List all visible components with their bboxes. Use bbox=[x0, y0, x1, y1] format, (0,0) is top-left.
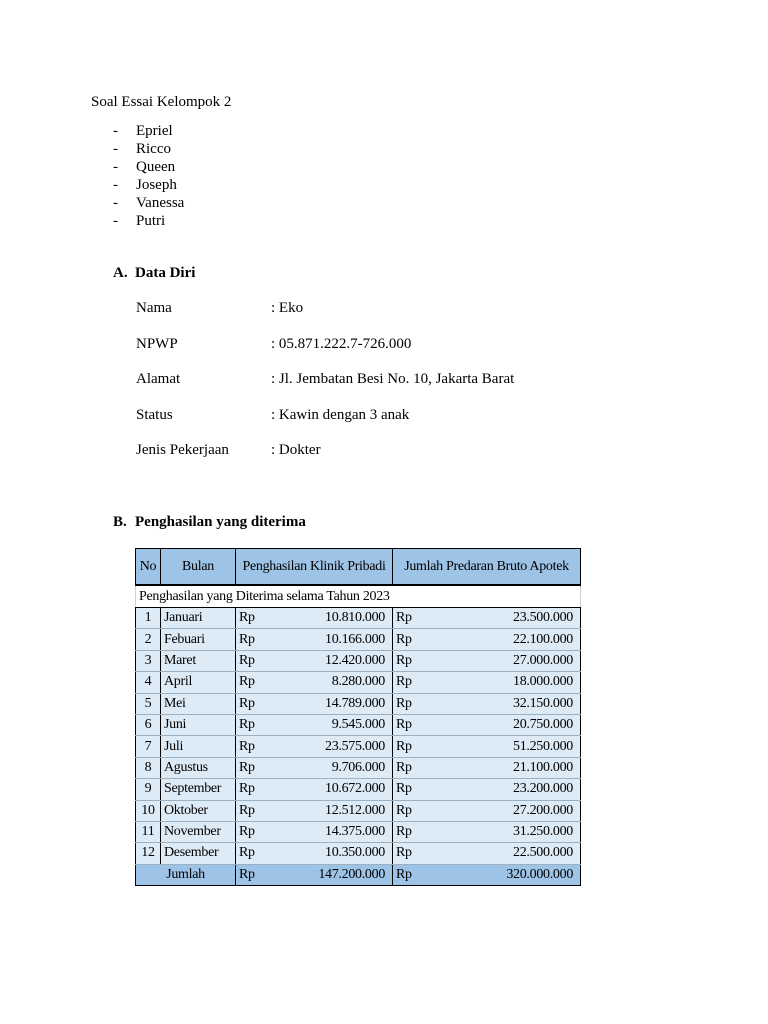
cell-apotek-currency: Rp bbox=[393, 608, 427, 629]
table-row bbox=[136, 714, 581, 735]
cell-klinik-currency: Rp bbox=[236, 672, 270, 693]
cell-klinik-currency: Rp bbox=[236, 693, 270, 714]
identity-label: NPWP bbox=[136, 336, 178, 352]
member-name: Putri bbox=[136, 213, 166, 229]
cell-klinik-amount: 9.545.000 bbox=[270, 714, 393, 735]
table-body bbox=[136, 608, 581, 865]
cell-apotek-amount: 23.500.000 bbox=[427, 608, 581, 629]
cell-bulan: September bbox=[161, 779, 236, 800]
section-b-heading bbox=[113, 514, 306, 531]
member-item bbox=[113, 122, 184, 140]
cell-apotek-currency: Rp bbox=[393, 800, 427, 821]
cell-no: 10 bbox=[136, 800, 161, 821]
cell-apotek-amount: 20.750.000 bbox=[427, 714, 581, 735]
income-table-wrapper bbox=[135, 548, 580, 886]
identity-label: Jenis Pekerjaan bbox=[136, 442, 229, 458]
cell-klinik-amount: 9.706.000 bbox=[270, 757, 393, 778]
identity-row-nama bbox=[136, 300, 303, 317]
section-title: Penghasilan yang diterima bbox=[135, 514, 306, 530]
cell-bulan: November bbox=[161, 821, 236, 842]
cell-no: 5 bbox=[136, 693, 161, 714]
cell-apotek-currency: Rp bbox=[393, 736, 427, 757]
cell-bulan: Febuari bbox=[161, 629, 236, 650]
cell-apotek-amount: 21.100.000 bbox=[427, 757, 581, 778]
bullet-dash: - bbox=[113, 141, 118, 157]
bullet-dash: - bbox=[113, 213, 118, 229]
cell-no: 12 bbox=[136, 843, 161, 864]
member-item bbox=[113, 176, 184, 194]
cell-apotek-currency: Rp bbox=[393, 650, 427, 671]
identity-label: Nama bbox=[136, 300, 172, 316]
table-row bbox=[136, 843, 581, 864]
cell-apotek-currency: Rp bbox=[393, 821, 427, 842]
bullet-dash: - bbox=[113, 123, 118, 139]
table-row bbox=[136, 779, 581, 800]
identity-value: : 05.871.222.7-726.000 bbox=[271, 336, 412, 352]
cell-apotek-amount: 22.100.000 bbox=[427, 629, 581, 650]
cell-bulan: Agustus bbox=[161, 757, 236, 778]
section-letter: B. bbox=[113, 514, 127, 530]
total-apotek-amount: 320.000.000 bbox=[427, 864, 581, 885]
cell-no: 9 bbox=[136, 779, 161, 800]
member-name: Vanessa bbox=[136, 195, 185, 211]
cell-apotek-amount: 27.200.000 bbox=[427, 800, 581, 821]
cell-klinik-amount: 10.810.000 bbox=[270, 608, 393, 629]
income-table bbox=[135, 548, 581, 886]
table-row bbox=[136, 672, 581, 693]
section-title: Data Diri bbox=[135, 265, 196, 281]
total-klinik-currency: Rp bbox=[236, 864, 270, 885]
cell-klinik-currency: Rp bbox=[236, 843, 270, 864]
cell-apotek-currency: Rp bbox=[393, 693, 427, 714]
total-klinik-amount: 147.200.000 bbox=[270, 864, 393, 885]
member-name: Queen bbox=[136, 159, 176, 175]
cell-bulan: Maret bbox=[161, 650, 236, 671]
cell-bulan: April bbox=[161, 672, 236, 693]
cell-klinik-amount: 10.672.000 bbox=[270, 779, 393, 800]
cell-no: 11 bbox=[136, 821, 161, 842]
member-name: Epriel bbox=[136, 123, 173, 139]
cell-bulan: Januari bbox=[161, 608, 236, 629]
cell-klinik-currency: Rp bbox=[236, 821, 270, 842]
cell-klinik-currency: Rp bbox=[236, 608, 270, 629]
identity-row-pekerjaan bbox=[136, 442, 321, 459]
cell-no: 1 bbox=[136, 608, 161, 629]
cell-apotek-currency: Rp bbox=[393, 714, 427, 735]
cell-klinik-amount: 23.575.000 bbox=[270, 736, 393, 757]
cell-no: 6 bbox=[136, 714, 161, 735]
member-name: Ricco bbox=[136, 141, 171, 157]
member-list bbox=[113, 122, 184, 230]
cell-klinik-amount: 8.280.000 bbox=[270, 672, 393, 693]
cell-no: 4 bbox=[136, 672, 161, 693]
table-caption: Penghasilan yang Diterima selama Tahun 2023 bbox=[136, 585, 581, 608]
header-klinik: Penghasilan Klinik Pribadi bbox=[236, 549, 393, 586]
identity-value: : Dokter bbox=[271, 442, 321, 458]
table-row bbox=[136, 821, 581, 842]
cell-klinik-amount: 10.166.000 bbox=[270, 629, 393, 650]
cell-bulan: Mei bbox=[161, 693, 236, 714]
bullet-dash: - bbox=[113, 159, 118, 175]
cell-no: 2 bbox=[136, 629, 161, 650]
cell-no: 7 bbox=[136, 736, 161, 757]
identity-row-npwp bbox=[136, 336, 411, 353]
identity-row-status bbox=[136, 407, 409, 424]
bullet-dash: - bbox=[113, 177, 118, 193]
cell-apotek-currency: Rp bbox=[393, 629, 427, 650]
cell-klinik-currency: Rp bbox=[236, 714, 270, 735]
cell-klinik-amount: 14.789.000 bbox=[270, 693, 393, 714]
member-item bbox=[113, 212, 184, 230]
cell-klinik-currency: Rp bbox=[236, 757, 270, 778]
cell-apotek-amount: 51.250.000 bbox=[427, 736, 581, 757]
cell-apotek-amount: 32.150.000 bbox=[427, 693, 581, 714]
cell-klinik-amount: 14.375.000 bbox=[270, 821, 393, 842]
cell-bulan: Oktober bbox=[161, 800, 236, 821]
identity-row-alamat bbox=[136, 371, 514, 388]
table-caption-row bbox=[136, 585, 581, 608]
cell-apotek-currency: Rp bbox=[393, 843, 427, 864]
identity-value: : Eko bbox=[271, 300, 304, 316]
identity-label: Status bbox=[136, 407, 173, 423]
identity-value: : Kawin dengan 3 anak bbox=[271, 407, 410, 423]
cell-klinik-currency: Rp bbox=[236, 800, 270, 821]
identity-value: : Jl. Jembatan Besi No. 10, Jakarta Barat bbox=[271, 371, 515, 387]
member-name: Joseph bbox=[136, 177, 177, 193]
cell-apotek-amount: 22.500.000 bbox=[427, 843, 581, 864]
cell-apotek-amount: 31.250.000 bbox=[427, 821, 581, 842]
header-apotek: Jumlah Predaran Bruto Apotek bbox=[393, 549, 581, 586]
cell-apotek-amount: 23.200.000 bbox=[427, 779, 581, 800]
member-item bbox=[113, 194, 184, 212]
total-label: Jumlah bbox=[136, 864, 236, 885]
table-row bbox=[136, 757, 581, 778]
table-row bbox=[136, 693, 581, 714]
table-row bbox=[136, 736, 581, 757]
cell-apotek-currency: Rp bbox=[393, 779, 427, 800]
table-row bbox=[136, 608, 581, 629]
cell-no: 8 bbox=[136, 757, 161, 778]
bullet-dash: - bbox=[113, 195, 118, 211]
member-item bbox=[113, 158, 184, 176]
cell-klinik-amount: 10.350.000 bbox=[270, 843, 393, 864]
document-title: Soal Essai Kelompok 2 bbox=[91, 94, 232, 110]
table-total-row bbox=[136, 864, 581, 885]
cell-bulan: Desember bbox=[161, 843, 236, 864]
cell-klinik-currency: Rp bbox=[236, 736, 270, 757]
cell-apotek-amount: 18.000.000 bbox=[427, 672, 581, 693]
table-row bbox=[136, 800, 581, 821]
cell-bulan: Juni bbox=[161, 714, 236, 735]
table-header-row bbox=[136, 549, 581, 586]
cell-klinik-currency: Rp bbox=[236, 650, 270, 671]
table-row bbox=[136, 629, 581, 650]
cell-bulan: Juli bbox=[161, 736, 236, 757]
cell-apotek-amount: 27.000.000 bbox=[427, 650, 581, 671]
cell-klinik-amount: 12.512.000 bbox=[270, 800, 393, 821]
cell-klinik-currency: Rp bbox=[236, 779, 270, 800]
header-bulan: Bulan bbox=[161, 549, 236, 586]
cell-klinik-currency: Rp bbox=[236, 629, 270, 650]
cell-klinik-amount: 12.420.000 bbox=[270, 650, 393, 671]
member-item bbox=[113, 140, 184, 158]
cell-apotek-currency: Rp bbox=[393, 757, 427, 778]
section-letter: A. bbox=[113, 265, 128, 281]
header-no: No bbox=[136, 549, 161, 586]
cell-no: 3 bbox=[136, 650, 161, 671]
identity-label: Alamat bbox=[136, 371, 181, 387]
table-row bbox=[136, 650, 581, 671]
cell-apotek-currency: Rp bbox=[393, 672, 427, 693]
total-apotek-currency: Rp bbox=[393, 864, 427, 885]
section-a-heading bbox=[113, 265, 195, 282]
